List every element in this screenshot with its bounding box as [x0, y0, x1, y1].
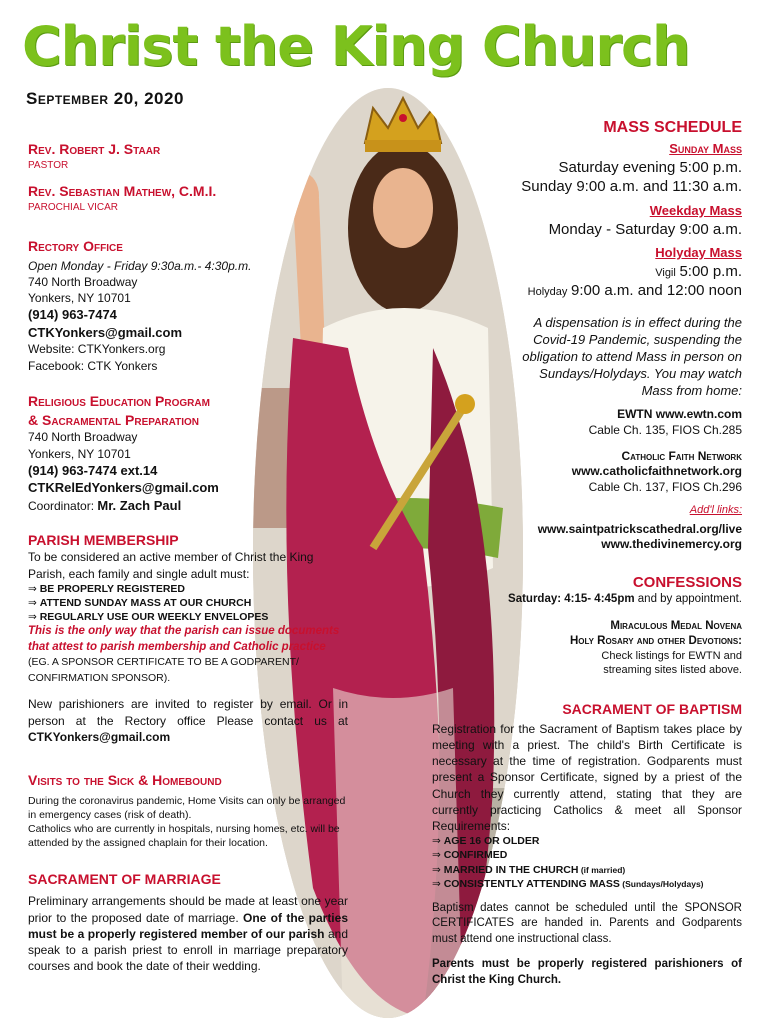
mass-schedule-heading: MASS SCHEDULE [603, 119, 742, 136]
list-item: ⇒ AGE 16 OR OLDER [432, 834, 742, 848]
list-item: ⇒ CONFIRMED [432, 848, 742, 862]
ewtn-channels: Cable Ch. 135, FIOS Ch.285 [588, 423, 742, 438]
devotions-line-1: Miraculous Medal Novena [610, 620, 742, 633]
list-item: ⇒ REGULARLY USE OUR WEEKLY ENVELOPES [28, 610, 348, 624]
rectory-facebook-link[interactable]: Facebook: CTK Yonkers [28, 358, 158, 373]
religious-ed-email-link[interactable]: CTKRelEdYonkers@gmail.com [28, 480, 219, 496]
vigil-time: 5:00 p.m. [679, 262, 742, 280]
cfn-link[interactable]: www.catholicfaithnetwork.org [571, 464, 742, 479]
vicar-role: PAROCHIAL VICAR [28, 202, 119, 214]
membership-requirements-list [28, 582, 348, 625]
holyday-prefix: Holyday [527, 286, 568, 299]
rectory-address-1: 740 North Broadway [28, 274, 138, 289]
membership-note [28, 624, 348, 686]
devotions-line-3: Check listings for EWTN and [601, 650, 742, 663]
marriage-heading: SACRAMENT OF MARRIAGE [28, 871, 221, 888]
rectory-hours: Open Monday - Friday 9:30a.m.- 4:30p.m. [28, 258, 252, 273]
devotions-line-4: streaming sites listed above. [603, 664, 742, 677]
holyday-mass-label: Holyday Mass [655, 245, 742, 261]
marriage-p2: and speak to a parish priest to enroll in marriage preparatory courses and book the date of their wedding. [28, 926, 348, 974]
holyday-line [492, 281, 742, 301]
new-parishioners-email-link[interactable]: CTKYonkers@gmail.com [28, 729, 171, 744]
vigil-label: Vigil [655, 266, 676, 279]
marriage-p1: Preliminary arrangements should be made at least one year prior to the proposed date of marriage. [28, 894, 348, 925]
religious-ed-phone: (914) 963-7474 ext.14 [28, 462, 158, 478]
devotions-line-2: Holy Rosary and other Devotions: [569, 635, 742, 648]
visits-heading: Visits to the Sick & Homebound [28, 771, 222, 788]
dispensation-note: A dispensation is in effect during the Covid-19 Pandemic, suspending the obligation to attend Mass in person on Sundays/Holydays. You may watch Mass from home: [522, 314, 742, 398]
coordinator-name: Mr. Zach Paul [97, 497, 182, 513]
religious-ed-heading-2: & Sacramental Preparation [28, 411, 199, 428]
new-parishioners-body: New parishioners are invited to register by email. Or in person at the Rectory office Please contact us at [28, 697, 348, 728]
pastor-name: Rev. Robert J. Staar [28, 141, 161, 157]
visits-p1: During the coronavirus pandemic, Home Visits can only be arranged in emergency cases (risk of death). [28, 794, 346, 821]
pastor-role: PASTOR [28, 159, 69, 171]
confessions-heading: CONFESSIONS [632, 573, 742, 591]
baptism-section [432, 700, 742, 988]
sunday-mass-time-1: Saturday evening 5:00 p.m. [558, 158, 742, 176]
left-column [28, 140, 348, 974]
membership-note-tail: (EG. A SPONSOR CERTIFICATE TO BE A GODPARENT/ CONFIRMATION SPONSOR). [28, 656, 299, 684]
list-item: ⇒ CONSISTENTLY ATTENDING MASS (Sundays/Holydays) [432, 877, 742, 891]
addl-links-label: Add'l links: [689, 504, 742, 517]
list-item: ⇒ BE PROPERLY REGISTERED [28, 582, 348, 596]
cfn-channels: Cable Ch. 137, FIOS Ch.296 [588, 479, 742, 494]
religious-ed-address-2: Yonkers, NY 10701 [28, 446, 131, 461]
sunday-mass-time-2: Sunday 9:00 a.m. and 11:30 a.m. [521, 178, 742, 196]
confessions-time: Saturday: 4:15- 4:45pm [508, 593, 635, 606]
rectory-address-2: Yonkers, NY 10701 [28, 291, 131, 306]
baptism-p1: Registration for the Sacrament of Baptism takes place by meeting with a priest. The child's Birth Certificate is necessary at the time of registration. Godparents must present a Sponsor Certificate, signed by a priest of the Church they currently attend, stating that they are currently practicing Catholics & meet all Sponsor Requirements: [432, 721, 742, 834]
confessions-tail: and by appointment. [634, 593, 742, 606]
weekday-mass-label: Weekday Mass [649, 202, 742, 218]
rectory-email-link[interactable]: CTKYonkers@gmail.com [28, 324, 183, 340]
confessions-line [492, 592, 742, 607]
marriage-bold: One of the parties must be a properly registered member of our parish [28, 910, 348, 941]
vicar-name: Rev. Sebastian Mathew, C.M.I. [28, 183, 217, 200]
religious-ed-heading-1: Religious Education Program [28, 392, 210, 409]
religious-ed-address-1: 740 North Broadway [28, 430, 138, 445]
membership-note-italic: This is the only way that the parish can issue documents that attest to parish membership and Catholic practice [28, 625, 340, 653]
list-item: ⇒ MARRIED IN THE CHURCH (if married) [432, 863, 742, 877]
cfn-heading: Catholic Faith Network [621, 448, 742, 463]
rectory-website-link[interactable]: Website: CTKYonkers.org [28, 342, 166, 357]
ewtn-link[interactable]: EWTN www.ewtn.com [617, 407, 742, 422]
rectory-heading: Rectory Office [28, 237, 123, 254]
coordinator-label: Coordinator: [28, 498, 95, 513]
church-title: Christ the King Church [22, 15, 690, 78]
membership-intro: To be considered an active member of Christ the King Parish, each family and single adult must: [28, 550, 314, 581]
list-item: ⇒ ATTEND SUNDAY MASS AT OUR CHURCH [28, 596, 348, 610]
baptism-p2: Baptism dates cannot be scheduled until the SPONSOR CERTIFICATES are handed in. Parents and Godparents must attend one instructional class. [432, 901, 742, 945]
holyday-time: 9:00 a.m. and 12:00 noon [571, 282, 742, 300]
vigil-line [492, 262, 742, 282]
divine-mercy-link[interactable]: www.thedivinemercy.org [601, 537, 742, 552]
baptism-p3: Parents must be properly registered parishioners of Christ the King Church. [432, 958, 742, 986]
weekday-mass-time: Monday - Saturday 9:00 a.m. [548, 220, 742, 238]
membership-heading: PARISH MEMBERSHIP [28, 531, 179, 548]
right-column [492, 118, 742, 678]
baptism-heading: SACRAMENT OF BAPTISM [562, 701, 742, 717]
visits-p2: Catholics who are currently in hospitals, nursing homes, etc. will be attended by the assigned chaplain for their location. [28, 823, 340, 850]
marriage-text [28, 893, 348, 974]
new-parishioners-text [28, 696, 348, 745]
sunday-mass-label: Sunday Mass [669, 140, 742, 156]
rectory-phone: (914) 963-7474 [28, 307, 117, 323]
cathedral-link[interactable]: www.saintpatrickscathedral.org/live [537, 521, 742, 536]
baptism-requirements-list [432, 834, 742, 891]
bulletin-date: September 20, 2020 [26, 89, 184, 108]
religious-ed-coordinator [28, 497, 348, 515]
